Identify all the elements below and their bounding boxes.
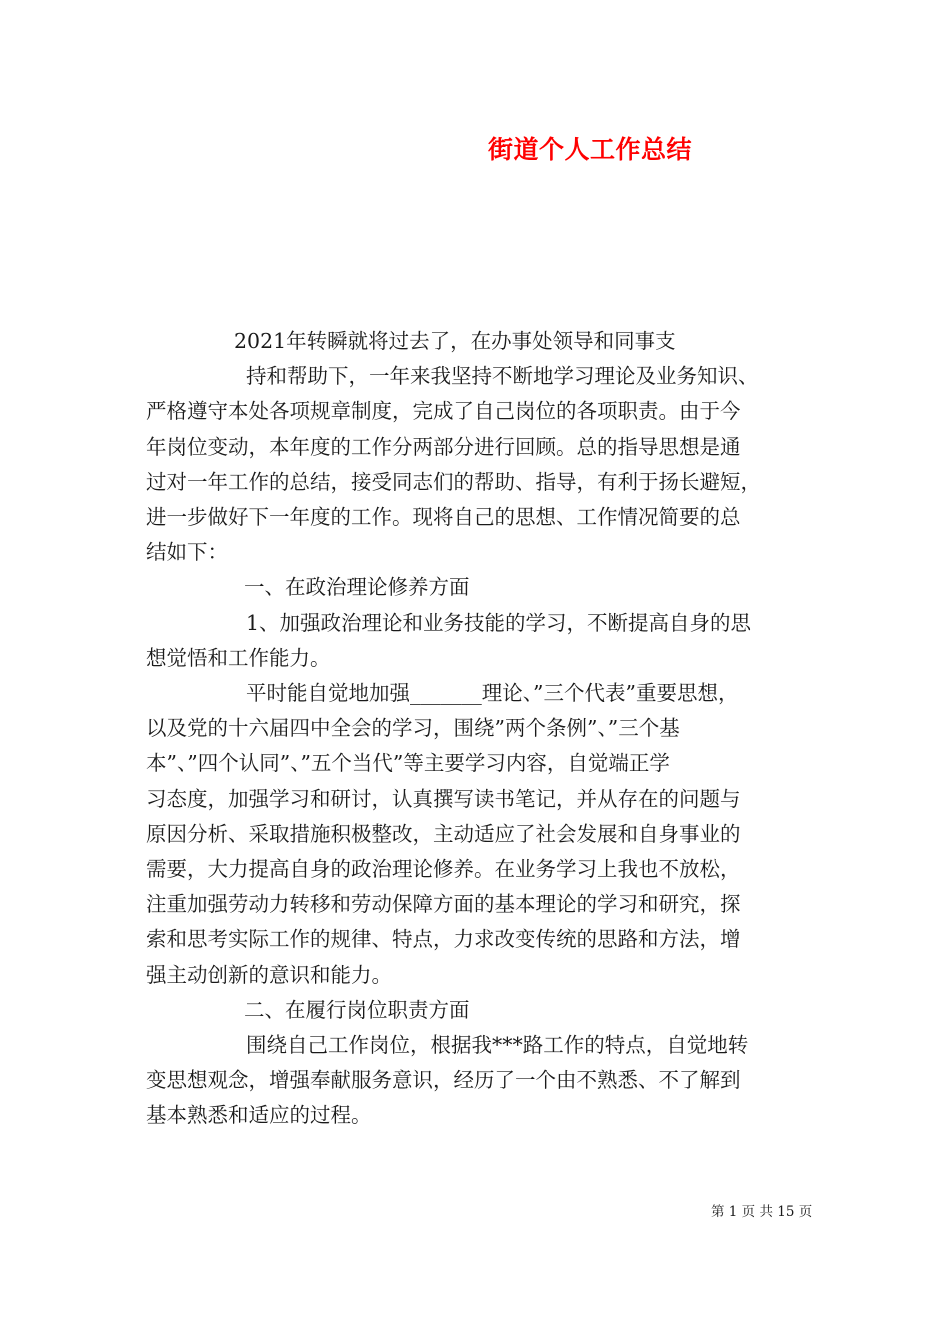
section-heading: 一、在政治理论修养方面 [244, 575, 470, 600]
text-line: 持和帮助下，一年来我坚持不断地学习理论及业务知识、 [246, 364, 759, 389]
text-line: 想觉悟和工作能力。 [146, 645, 331, 670]
text-line: 严格遵守本处各项规章制度，完成了自己岗位的各项职责。由于今 [146, 399, 741, 424]
text-line: 基本熟悉和适应的过程。 [146, 1103, 372, 1128]
text-line: 注重加强劳动力转移和劳动保障方面的基本理论的学习和研究，探 [146, 892, 741, 917]
text-line: 原因分析、采取措施积极整改，主动适应了社会发展和自身事业的 [146, 821, 741, 846]
text-line: 本”、”四个认同”、”五个当代”等主要学习内容，自觉端正学 [146, 751, 670, 776]
text-line: 以及党的十六届四中全会的学习，围绕”两个条例”、”三个基 [146, 716, 680, 741]
text-line: 变思想观念，增强奉献服务意识，经历了一个由不熟悉、不了解到 [146, 1068, 741, 1093]
document-body [146, 324, 826, 1134]
text-line: 年岗位变动，本年度的工作分两部分进行回顾。总的指导思想是通 [146, 434, 741, 459]
text-line: 围绕自己工作岗位，根据我***路工作的特点，自觉地转 [246, 1033, 749, 1058]
text-line: 2021年转瞬就将过去了，在办事处领导和同事支 [234, 329, 676, 353]
page-number: 第 1 页 共 15 页 [711, 1204, 813, 1220]
text-line: 索和思考实际工作的规律、特点，力求改变传统的思路和方法，增 [146, 927, 741, 952]
text-line: 结如下： [146, 540, 228, 565]
text-line: 习态度，加强学习和研讨，认真撰写读书笔记，并从存在的问题与 [146, 786, 741, 811]
text-line: 进一步做好下一年度的工作。现将自己的思想、工作情况简要的总 [146, 505, 741, 530]
subsection-heading: 1、加强政治理论和业务技能的学习，不断提高自身的思 [246, 610, 752, 635]
text-line: 强主动创新的意识和能力。 [146, 962, 392, 987]
text-line: 需要，大力提高自身的政治理论修养。在业务学习上我也不放松， [146, 857, 741, 882]
section-heading: 二、在履行岗位职责方面 [244, 997, 470, 1022]
document-title: 街道个人工作总结 [488, 135, 693, 164]
text-line: 平时能自觉地加强_______理论、”三个代表”重要思想， [246, 681, 739, 706]
text-line: 过对一年工作的总结，接受同志们的帮助、指导，有利于扬长避短， [146, 469, 761, 494]
